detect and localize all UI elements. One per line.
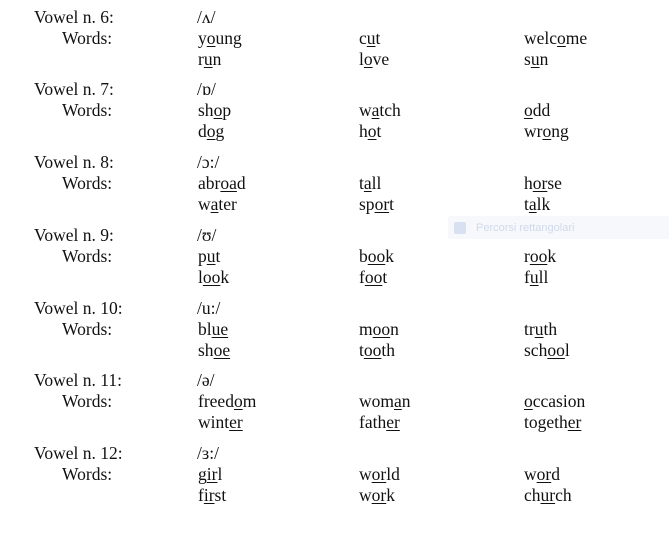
example-word — [524, 267, 548, 287]
vowel-group — [0, 7, 669, 75]
word-segment: l — [198, 267, 203, 287]
word-segment: m — [359, 319, 373, 339]
word-segment: ve — [372, 49, 390, 69]
word-segment: g — [215, 121, 225, 141]
word-segment: l — [359, 49, 364, 69]
word-segment: welc — [524, 28, 558, 48]
underlined-vowel-spelling: a — [394, 391, 402, 411]
words-label: Words: — [62, 391, 113, 411]
word-segment: t — [359, 340, 364, 360]
word-segment: ter — [218, 194, 237, 214]
word-segment: ch — [555, 485, 572, 505]
word-segment: y — [198, 28, 207, 48]
underlined-vowel-spelling: o — [542, 121, 552, 141]
example-word — [359, 464, 400, 484]
example-word — [524, 173, 562, 193]
word-segment: k — [547, 246, 557, 266]
underlined-vowel-spelling: oe — [213, 340, 231, 360]
vowel-label: Vowel n. 8: — [34, 152, 114, 172]
example-word — [359, 194, 394, 214]
word-segment: se — [547, 173, 562, 193]
vowel-group — [0, 443, 669, 511]
phoneme-symbol: /ɔ:/ — [197, 152, 220, 172]
underlined-vowel-spelling: a — [363, 173, 372, 193]
word-segment: ch — [524, 485, 541, 505]
underlined-vowel-spelling: oo — [547, 340, 565, 360]
underlined-vowel-spelling: oo — [529, 246, 548, 266]
phoneme-symbol: /u:/ — [197, 298, 221, 318]
words-label: Words: — [62, 319, 113, 339]
words-label: Words: — [62, 28, 113, 48]
word-segment: me — [565, 28, 588, 48]
example-word — [359, 28, 380, 48]
underlined-vowel-spelling: or — [536, 464, 552, 484]
example-word — [524, 485, 572, 505]
word-segment: r — [524, 246, 530, 266]
word-segment: p — [198, 246, 207, 266]
word-segment: wint — [198, 412, 230, 432]
word-segment: h — [524, 173, 533, 193]
ghost-tooltip — [448, 216, 669, 239]
vowel-group — [0, 79, 669, 147]
word-segment: n — [390, 319, 399, 339]
underlined-vowel-spelling: er — [229, 412, 243, 432]
underlined-vowel-spelling: oo — [372, 319, 391, 339]
example-word — [524, 340, 570, 360]
example-word — [524, 121, 569, 141]
example-word — [359, 485, 395, 505]
underlined-vowel-spelling: o — [206, 28, 216, 48]
word-segment: w — [524, 464, 537, 484]
example-word — [198, 194, 237, 214]
word-segment: sh — [198, 340, 214, 360]
word-segment: h — [359, 121, 368, 141]
word-segment: s — [524, 49, 531, 69]
word-segment: dd — [532, 100, 551, 120]
word-segment: wr — [524, 121, 543, 141]
words-label: Words: — [62, 173, 113, 193]
word-segment: d — [236, 173, 246, 193]
example-word — [198, 340, 230, 360]
underlined-vowel-spelling: oo — [367, 246, 386, 266]
underlined-vowel-spelling: ur — [540, 485, 556, 505]
word-segment: p — [222, 100, 232, 120]
underlined-vowel-spelling: o — [557, 28, 566, 48]
word-segment: tr — [524, 319, 535, 339]
underlined-vowel-spelling: u — [203, 49, 213, 69]
example-word — [198, 121, 224, 141]
underlined-vowel-spelling: o — [524, 391, 533, 411]
example-word — [359, 412, 400, 432]
word-segment: t — [524, 194, 529, 214]
underlined-vowel-spelling: or — [371, 464, 387, 484]
underlined-vowel-spelling: oa — [220, 173, 237, 193]
word-segment: w — [359, 485, 372, 505]
example-word — [359, 267, 387, 287]
word-segment: d — [198, 121, 207, 141]
underlined-vowel-spelling: oo — [363, 340, 382, 360]
word-segment: m — [242, 391, 257, 411]
example-word — [359, 100, 401, 120]
word-segment: ccasion — [532, 391, 586, 411]
example-word — [359, 246, 394, 266]
word-segment: th — [381, 340, 395, 360]
example-word — [359, 49, 389, 69]
phoneme-symbol: /ʊ/ — [197, 225, 217, 245]
word-segment: t — [376, 121, 382, 141]
underlined-vowel-spelling: u — [366, 28, 376, 48]
word-segment: t — [389, 194, 395, 214]
example-word — [198, 28, 242, 48]
vowel-label: Vowel n. 7: — [34, 79, 114, 99]
word-segment: b — [359, 246, 368, 266]
phoneme-symbol: /ɜ:/ — [197, 443, 219, 463]
phoneme-symbol: /ɒ/ — [197, 79, 216, 99]
example-word — [198, 49, 221, 69]
word-segment: f — [359, 267, 365, 287]
underlined-vowel-spelling: a — [371, 100, 380, 120]
example-word — [198, 100, 231, 120]
word-segment: fath — [359, 412, 387, 432]
underlined-vowel-spelling: oo — [202, 267, 221, 287]
word-segment: ll — [371, 173, 382, 193]
phoneme-symbol: /ʌ/ — [197, 7, 216, 27]
word-segment: d — [551, 464, 560, 484]
example-word — [524, 391, 585, 411]
underlined-vowel-spelling: or — [371, 485, 387, 505]
word-segment: bl — [198, 319, 212, 339]
vowel-label: Vowel n. 12: — [34, 443, 123, 463]
underlined-vowel-spelling: u — [206, 246, 216, 266]
word-segment: k — [385, 246, 394, 266]
underlined-vowel-spelling: a — [528, 194, 537, 214]
word-segment: sch — [524, 340, 548, 360]
underlined-vowel-spelling: u — [534, 319, 544, 339]
underlined-vowel-spelling: u — [529, 267, 539, 287]
vowel-label: Vowel n. 6: — [34, 7, 114, 27]
word-segment: t — [382, 267, 388, 287]
underlined-vowel-spelling: o — [367, 121, 377, 141]
underlined-vowel-spelling: oo — [364, 267, 383, 287]
vowel-label: Vowel n. 9: — [34, 225, 114, 245]
word-segment: w — [359, 100, 372, 120]
word-segment: g — [198, 464, 207, 484]
word-segment: togeth — [524, 412, 568, 432]
word-segment: abr — [198, 173, 221, 193]
words-label: Words: — [62, 246, 113, 266]
word-segment: ng — [551, 121, 569, 141]
example-word — [198, 319, 228, 339]
vowel-label: Vowel n. 11: — [34, 370, 122, 390]
vowel-label: Vowel n. 10: — [34, 298, 123, 318]
example-word — [524, 49, 548, 69]
word-segment: sh — [198, 100, 214, 120]
word-segment: l — [217, 464, 223, 484]
example-word — [198, 485, 226, 505]
underlined-vowel-spelling: u — [530, 49, 540, 69]
example-word — [524, 464, 560, 484]
word-segment: st — [214, 485, 227, 505]
example-word — [359, 391, 411, 411]
underlined-vowel-spelling: er — [386, 412, 400, 432]
word-segment: ll — [538, 267, 549, 287]
underlined-vowel-spelling: a — [210, 194, 219, 214]
example-word — [359, 173, 381, 193]
example-word — [198, 246, 220, 266]
underlined-vowel-spelling: o — [363, 49, 373, 69]
underlined-vowel-spelling: ir — [203, 485, 215, 505]
word-segment: n — [539, 49, 549, 69]
example-word — [524, 100, 550, 120]
underlined-vowel-spelling: ir — [206, 464, 218, 484]
example-word — [198, 267, 229, 287]
word-segment: freed — [198, 391, 234, 411]
underlined-vowel-spelling: or — [374, 194, 390, 214]
vowel-group — [0, 370, 669, 438]
words-label: Words: — [62, 100, 113, 120]
example-word — [524, 28, 587, 48]
underlined-vowel-spelling: o — [524, 100, 533, 120]
example-word — [198, 173, 246, 193]
example-word — [198, 391, 256, 411]
word-segment: t — [375, 28, 381, 48]
underlined-vowel-spelling: ue — [211, 319, 229, 339]
word-segment: ld — [386, 464, 400, 484]
example-word — [198, 464, 222, 484]
ghost-tooltip-text: Percorsi rettangolari — [476, 221, 575, 234]
word-segment: w — [198, 194, 211, 214]
word-segment: ung — [215, 28, 242, 48]
example-word — [359, 340, 395, 360]
word-segment: t — [359, 173, 364, 193]
shape-icon — [454, 222, 466, 234]
underlined-vowel-spelling: er — [567, 412, 582, 432]
word-segment: l — [564, 340, 570, 360]
underlined-vowel-spelling: o — [206, 121, 216, 141]
word-segment: th — [543, 319, 558, 339]
word-segment: tch — [379, 100, 401, 120]
vowel-group — [0, 298, 669, 366]
word-segment: n — [401, 391, 411, 411]
example-word — [359, 319, 399, 339]
words-label: Words: — [62, 464, 113, 484]
word-segment: c — [359, 28, 367, 48]
word-segment: k — [386, 485, 395, 505]
word-segment: lk — [536, 194, 551, 214]
example-word — [359, 121, 381, 141]
example-word — [524, 246, 556, 266]
phoneme-symbol: /ə/ — [197, 370, 215, 390]
word-segment: n — [212, 49, 222, 69]
vowel-group — [0, 152, 669, 220]
word-segment: sp — [359, 194, 375, 214]
underlined-vowel-spelling: o — [233, 391, 243, 411]
word-segment: w — [359, 464, 372, 484]
example-word — [524, 319, 557, 339]
word-segment: k — [220, 267, 230, 287]
word-segment: f — [198, 485, 204, 505]
example-word — [524, 194, 550, 214]
word-segment: r — [198, 49, 204, 69]
word-segment: wom — [359, 391, 394, 411]
word-segment: t — [215, 246, 221, 266]
example-word — [524, 412, 581, 432]
example-word — [198, 412, 243, 432]
underlined-vowel-spelling: o — [213, 100, 223, 120]
word-segment: f — [524, 267, 530, 287]
underlined-vowel-spelling: or — [532, 173, 548, 193]
